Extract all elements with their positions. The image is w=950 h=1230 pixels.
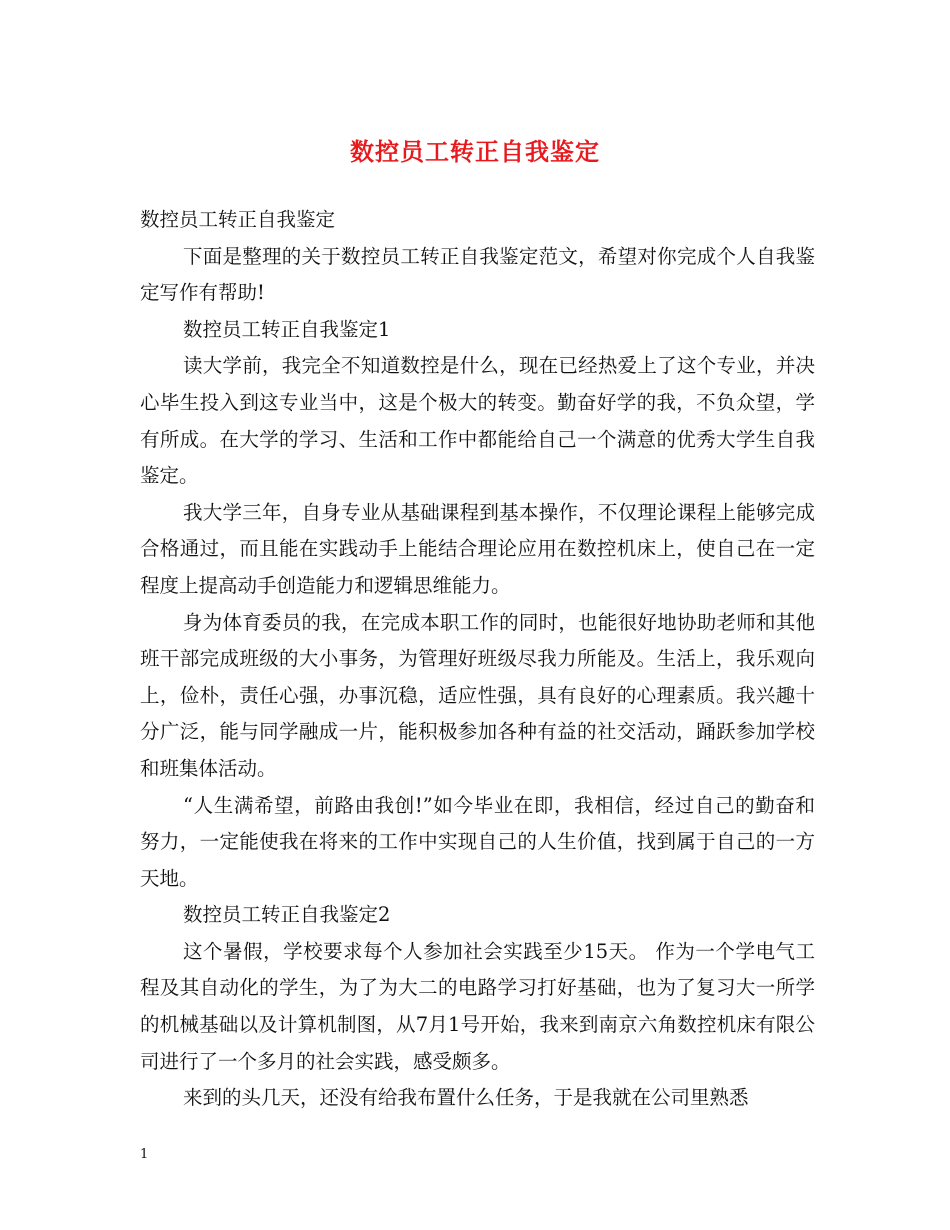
section-heading-2: 数控员工转正自我鉴定2 <box>183 903 391 927</box>
paragraph: “人生满希望，前路由我创!”如今毕业在即，我相信，经过自己的勤奋和努力，一定能使我在将来的工作中实现自己的人生价值，找到属于自己的一方天地。 <box>140 793 815 890</box>
subtitle: 数控员工转正自我鉴定 <box>140 208 336 231</box>
document-title: 数控员工转正自我鉴定 <box>350 137 600 166</box>
paragraph: 这个暑假，学校要求每个人参加社会实践至少15天。 作为一个学电气工程及其自动化的学生，为了为大二的电路学习打好基础，也为了复习大一所学的机械基础以及计算机制图，从7月1号开始，我来到南京六角数控机床有限公司进行了一个多月的社会实践，感受颇多。 <box>140 939 815 1073</box>
section-heading-1: 数控员工转正自我鉴定1 <box>183 317 391 341</box>
document-body <box>140 202 815 1117</box>
paragraph-intro: 下面是整理的关于数控员工转正自我鉴定范文，希望对你完成个人自我鉴定写作有帮助! <box>140 244 815 305</box>
paragraph: 读大学前，我完全不知道数控是什么，现在已经热爱上了这个专业，并决心毕生投入到这专业当中，这是个极大的转变。勤奋好学的我，不负众望，学有所成。在大学的学习、生活和工作中都能给自己一个满意的优秀大学生自我鉴定。 <box>140 354 815 488</box>
paragraph: 我大学三年，自身专业从基础课程到基本操作，不仅理论课程上能够完成合格通过，而且能在实践动手上能结合理论应用在数控机床上，使自己在一定程度上提高动手创造能力和逻辑思维能力。 <box>140 500 815 597</box>
paragraph: 身为体育委员的我，在完成本职工作的同时，也能很好地协助老师和其他班干部完成班级的大小事务，为管理好班级尽我力所能及。生活上，我乐观向上，俭朴，责任心强，办事沉稳，适应性强，具有良好的心理素质。我兴趣十分广泛，能与同学融成一片，能积极参加各种有益的社交活动，踊跃参加学校和班集体活动。 <box>140 610 815 780</box>
paragraph: 来到的头几天，还没有给我布置什么任务，于是我就在公司里熟悉 <box>183 1086 749 1110</box>
page-number: 1 <box>140 1147 149 1162</box>
